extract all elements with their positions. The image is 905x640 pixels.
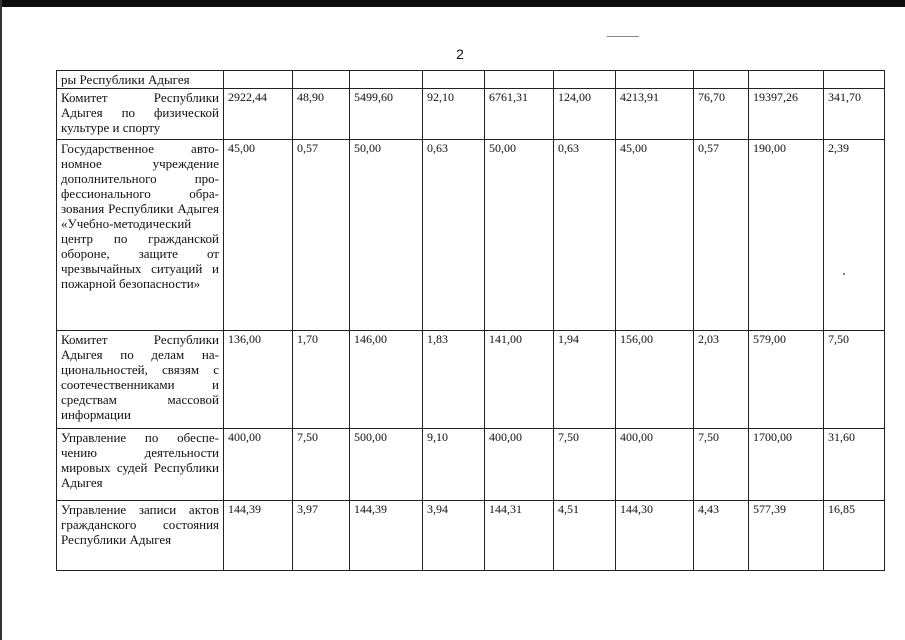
- value-cell: 400,00: [485, 429, 554, 501]
- value-cell: 50,00: [350, 140, 423, 331]
- organization-name-cell: Управление записи актов гражданского состояния Республики Адыгея: [57, 501, 224, 571]
- value-cell: 7,50: [554, 429, 616, 501]
- value-cell: 144,39: [224, 501, 293, 571]
- value-cell: 31,60: [824, 429, 885, 501]
- budget-table: [56, 70, 885, 571]
- value-cell: [749, 71, 824, 89]
- value-cell: 7,50: [824, 331, 885, 429]
- value-cell: [423, 71, 485, 89]
- value-cell: 124,00: [554, 89, 616, 140]
- page-number: 2: [456, 46, 464, 62]
- table-row: [57, 89, 885, 140]
- value-cell: 0,57: [293, 140, 350, 331]
- organization-name-cell: Управление по обеспечению деятельности мировых судей Республики Адыгея: [57, 429, 224, 501]
- value-cell: [350, 71, 423, 89]
- value-cell: 5499,60: [350, 89, 423, 140]
- table-row: [57, 331, 885, 429]
- table-row: [57, 429, 885, 501]
- value-cell: 3,94: [423, 501, 485, 571]
- value-cell: 144,39: [350, 501, 423, 571]
- value-cell: 2922,44: [224, 89, 293, 140]
- organization-name-cell: Комитет Республики Адыгея по делам национальностей, связям с соотечественниками и средствам массовой информации: [57, 331, 224, 429]
- value-cell: [824, 71, 885, 89]
- value-cell: 500,00: [350, 429, 423, 501]
- value-cell: 4,51: [554, 501, 616, 571]
- value-cell: 141,00: [485, 331, 554, 429]
- table-row: [57, 501, 885, 571]
- value-cell: 1,94: [554, 331, 616, 429]
- value-cell: 144,31: [485, 501, 554, 571]
- scan-mark: [607, 36, 639, 37]
- value-cell: 92,10: [423, 89, 485, 140]
- value-cell: 0,63: [554, 140, 616, 331]
- value-cell: 146,00: [350, 331, 423, 429]
- value-cell: 7,50: [293, 429, 350, 501]
- value-cell: 1700,00: [749, 429, 824, 501]
- value-cell: 45,00: [616, 140, 694, 331]
- value-cell: 136,00: [224, 331, 293, 429]
- value-cell: 144,30: [616, 501, 694, 571]
- value-cell: 4213,91: [616, 89, 694, 140]
- value-cell: 579,00: [749, 331, 824, 429]
- value-cell: 16,85: [824, 501, 885, 571]
- value-cell: 19397,26: [749, 89, 824, 140]
- value-cell: 4,43: [694, 501, 749, 571]
- value-cell: 400,00: [616, 429, 694, 501]
- table-row: [57, 71, 885, 89]
- value-cell: 6761,31: [485, 89, 554, 140]
- value-cell: 341,70: [824, 89, 885, 140]
- value-cell: 2,03: [694, 331, 749, 429]
- value-cell: [224, 71, 293, 89]
- value-cell: 45,00: [224, 140, 293, 331]
- value-cell: 400,00: [224, 429, 293, 501]
- value-cell: 48,90: [293, 89, 350, 140]
- value-cell: 156,00: [616, 331, 694, 429]
- value-cell: 1,70: [293, 331, 350, 429]
- value-cell: 0,63: [423, 140, 485, 331]
- value-cell: 0,57: [694, 140, 749, 331]
- value-cell: 190,00: [749, 140, 824, 331]
- table-row: [57, 140, 885, 331]
- organization-name-cell: Комитет Республики Адыгея по физической культуре и спорту: [57, 89, 224, 140]
- value-cell: 1,83: [423, 331, 485, 429]
- value-cell: [694, 71, 749, 89]
- value-cell: 76,70: [694, 89, 749, 140]
- value-cell: 50,00: [485, 140, 554, 331]
- value-cell: 9,10: [423, 429, 485, 501]
- value-cell: 7,50: [694, 429, 749, 501]
- value-cell: [554, 71, 616, 89]
- organization-name-cell: Государственное автономное учреждение дополнительного профессионального образования Республики Адыгея «Учебно-методический центр по гражданской обороне, защите от чрезвычайных ситуаций и пожарной безопасности»: [57, 140, 224, 331]
- table-body: [57, 71, 885, 571]
- value-cell: [485, 71, 554, 89]
- scan-left-border: [0, 0, 2, 640]
- value-cell: [616, 71, 694, 89]
- organization-name-cell: ры Республики Адыгея: [57, 71, 224, 89]
- scan-top-border: [0, 0, 905, 7]
- value-cell: [293, 71, 350, 89]
- value-cell: 3,97: [293, 501, 350, 571]
- value-cell: 2,39: [824, 140, 885, 331]
- value-cell: 577,39: [749, 501, 824, 571]
